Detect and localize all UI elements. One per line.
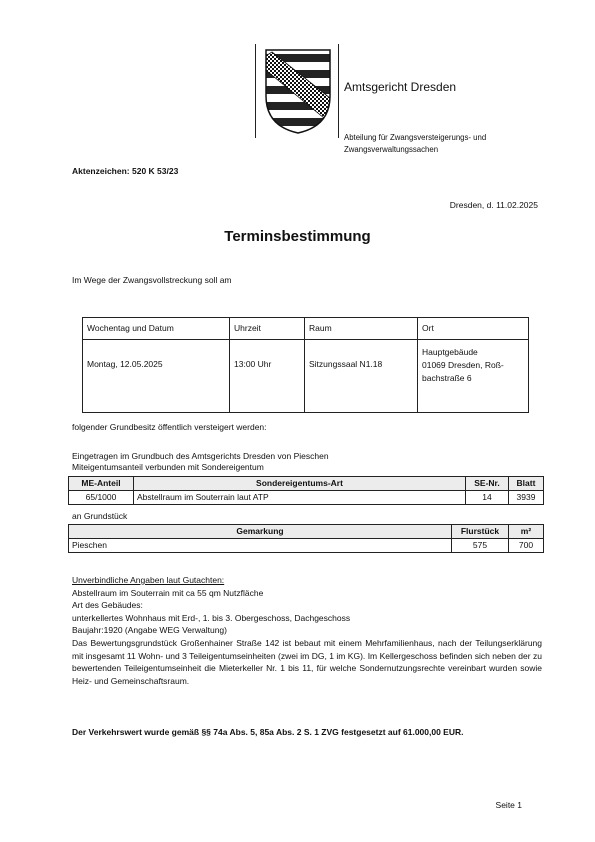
place-line: Hauptgebäude <box>422 347 478 357</box>
table-cell: 65/1000 <box>69 491 134 505</box>
appointment-time: 13:00 Uhr <box>230 340 305 413</box>
appointment-table <box>82 317 529 413</box>
file-number: Aktenzeichen: 520 K 53/23 <box>72 166 179 176</box>
header-divider-left <box>255 44 256 138</box>
header-cell: Uhrzeit <box>230 318 305 340</box>
plot-table <box>68 524 544 553</box>
table-cell: 575 <box>452 539 509 553</box>
property-intro: folgender Grundbesitz öffentlich versteigert werden: <box>72 422 267 432</box>
appointment-place <box>418 340 529 413</box>
table-header-row <box>83 318 529 340</box>
table-cell: Pieschen <box>69 539 452 553</box>
register-line: Eingetragen im Grundbuch des Amtsgerichts Dresden von Pieschen <box>72 451 329 461</box>
page-title: Terminsbestimmung <box>224 228 371 245</box>
header-cell: ME-Anteil <box>69 477 134 491</box>
appraisal-heading: Unverbindliche Angaben laut Gutachten: <box>72 575 225 585</box>
header-cell: Ort <box>418 318 529 340</box>
ownership-table <box>68 476 544 505</box>
table-cell: 14 <box>466 491 509 505</box>
intro-text: Im Wege der Zwangsvollstreckung soll am <box>72 275 232 285</box>
header-cell: Wochentag und Datum <box>83 318 230 340</box>
header-cell: Sondereigentums-Art <box>134 477 466 491</box>
appraisal-line: Abstellraum im Souterrain mit ca 55 qm Nutzfläche <box>72 587 264 598</box>
place-line: bachstraße 6 <box>422 373 472 383</box>
table-row <box>69 539 544 553</box>
appointment-date: Montag, 12.05.2025 <box>83 340 230 413</box>
appraisal-line: Art des Gebäudes: <box>72 600 143 611</box>
table-cell: 3939 <box>509 491 544 505</box>
department-line: Zwangsverwaltungssachen <box>344 145 439 154</box>
appointment-room: Sitzungssaal N1.18 <box>305 340 418 413</box>
header-cell: Blatt <box>509 477 544 491</box>
appraisal-paragraph: Das Bewertungsgrundstück Großenhainer Straße 142 ist bebaut mit einem Mehrfamilienhaus, nach der Teilungserklärung mit insgesamt 11 Wohn- und 3 Teileigentumseinheiten (zwei im DG, 1 im KG). Im Kellergeschoss befinden sich neben der zu bewertenden Teileigentumseinheit die Mieterkeller Nr. 1 bis 11, für welche Sondernutzungsrechte vereinbart wurden sowie Heiz- und Gemeinschaftsraum. <box>72 637 542 686</box>
header-cell: m² <box>509 525 544 539</box>
header-cell: Flurstück <box>452 525 509 539</box>
department-line: Abteilung für Zwangsversteigerungs- und <box>344 133 487 142</box>
place-line: 01069 Dresden, Roß- <box>422 360 504 370</box>
table-header-row <box>69 525 544 539</box>
table-row <box>83 340 529 413</box>
table-cell: 700 <box>509 539 544 553</box>
coat-of-arms-icon <box>262 46 334 136</box>
court-name: Amtsgericht Dresden <box>344 80 457 94</box>
header-cell: Gemarkung <box>69 525 452 539</box>
market-value: Der Verkehrswert wurde gemäß §§ 74a Abs. 5, 85a Abs. 2 S. 1 ZVG festgesetzt auf 61.000,00 EUR. <box>72 727 464 737</box>
place-date: Dresden, d. 11.02.2025 <box>449 200 538 210</box>
table-cell: Abstellraum im Souterrain laut ATP <box>134 491 466 505</box>
page-number: Seite 1 <box>495 800 522 810</box>
header-cell: Raum <box>305 318 418 340</box>
plot-intro: an Grundstück <box>72 511 128 521</box>
court-department <box>344 132 544 156</box>
appraisal-line: unterkellertes Wohnhaus mit Erd-, 1. bis 3. Obergeschoss, Dachgeschoss <box>72 612 351 623</box>
appraisal-section <box>72 574 542 687</box>
appraisal-line: Baujahr:1920 (Angabe WEG Verwaltung) <box>72 625 227 636</box>
header-cell: SE-Nr. <box>466 477 509 491</box>
share-line: Miteigentumsanteil verbunden mit Sondereigentum <box>72 462 264 472</box>
table-header-row <box>69 477 544 491</box>
table-row <box>69 491 544 505</box>
header-divider-right <box>338 44 339 138</box>
